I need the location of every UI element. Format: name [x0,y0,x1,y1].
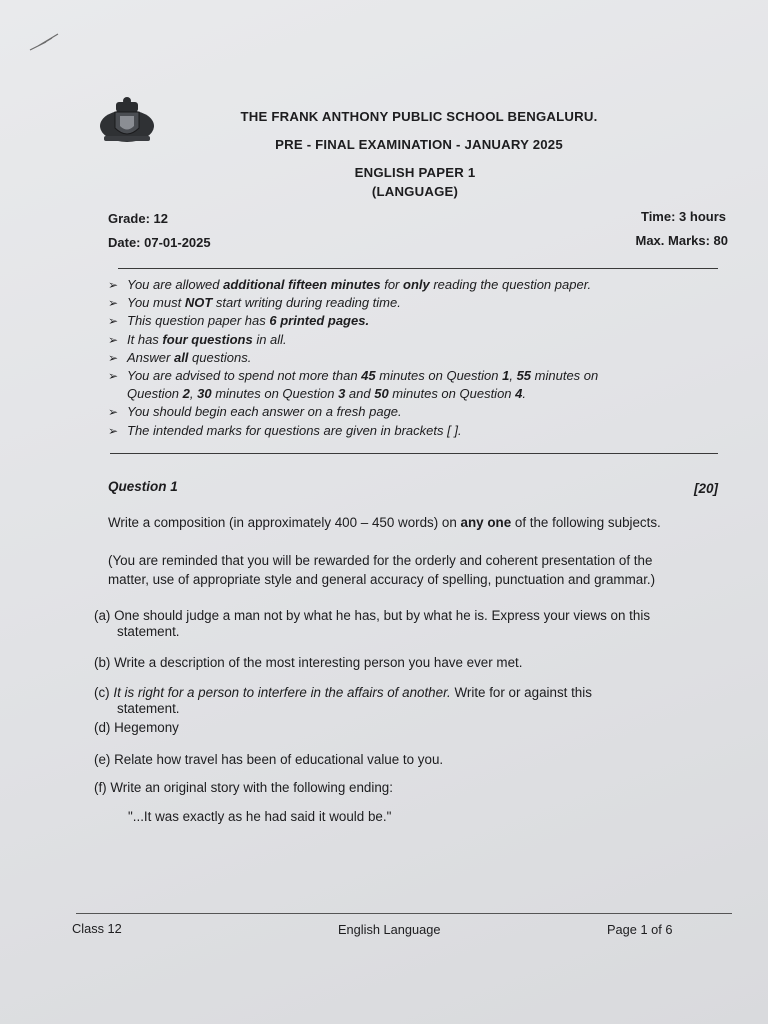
instruction-item: ➢ You are advised to spend not more than 45 minutes on Question 1, 55 minutes on Question 2, 30 minutes on Question 3 and 50 minutes on Question 4. [108,368,599,402]
footer-subject: English Language [338,922,441,937]
question-title: Question 1 [108,479,178,494]
instruction-item: ➢ This question paper has 6 printed pages. [108,312,708,330]
arrow-icon: ➢ [108,332,119,347]
option-a: (a) One should judge a man not by what he has, but by what he is. Express your views on this statement. [94,608,651,639]
instructions-list [108,276,708,440]
divider-top [118,268,718,269]
school-name: THE FRANK ANTHONY PUBLIC SCHOOL BENGALURU. [240,109,598,124]
option-b: (b) Write a description of the most interesting person you have ever met. [94,655,523,670]
question-reminder: (You are reminded that you will be rewarded for the orderly and coherent presentation of the matter, use of appropriate style and general accuracy of spelling, punctuation and grammar.) [108,553,656,587]
max-marks-label: Max. Marks: 80 [635,233,728,248]
instruction-item: ➢ You must NOT start writing during reading time. [108,294,708,312]
pencil-mark-icon [28,30,64,54]
footer-page-number: Page 1 of 6 [607,922,673,937]
option-e: (e) Relate how travel has been of educational value to you. [94,752,444,767]
question-marks: [20] [693,481,718,496]
instruction-item: ➢ The intended marks for questions are given in brackets [ ]. [108,422,708,440]
paper-subtitle: (LANGUAGE) [371,184,459,199]
arrow-icon: ➢ [108,405,119,420]
divider-footer [76,913,732,914]
question-prompt: Write a composition (in approximately 400 – 450 words) on any one of the following subjects. [108,515,661,530]
time-label: Time: 3 hours [640,209,726,224]
arrow-icon: ➢ [108,296,119,311]
date-label: Date: 07-01-2025 [108,235,211,250]
instruction-item: ➢ You should begin each answer on a fresh page. [108,403,708,421]
arrow-icon: ➢ [108,350,119,365]
instruction-item: ➢ It has four questions in all. [108,331,708,349]
option-f: (f) Write an original story with the following ending: [94,780,393,795]
footer-class: Class 12 [72,921,122,936]
option-d: (d) Hegemony [94,720,179,735]
arrow-icon: ➢ [108,314,119,329]
divider-instructions [110,453,718,454]
option-c: (c) It is right for a person to interfere in the affairs of another. Write for or against this statement. [94,685,592,716]
paper-title: ENGLISH PAPER 1 [354,165,476,180]
arrow-icon: ➢ [108,423,119,438]
grade-label: Grade: 12 [108,211,168,226]
arrow-icon: ➢ [108,369,119,384]
exam-title: PRE - FINAL EXAMINATION - JANUARY 2025 [275,137,563,152]
instruction-item: ➢ You are allowed additional fifteen minutes for only reading the question paper. [108,276,708,294]
instruction-item: ➢ Answer all questions. [108,349,708,367]
arrow-icon: ➢ [108,278,119,292]
option-f-quote: "...It was exactly as he had said it would be." [128,809,392,824]
